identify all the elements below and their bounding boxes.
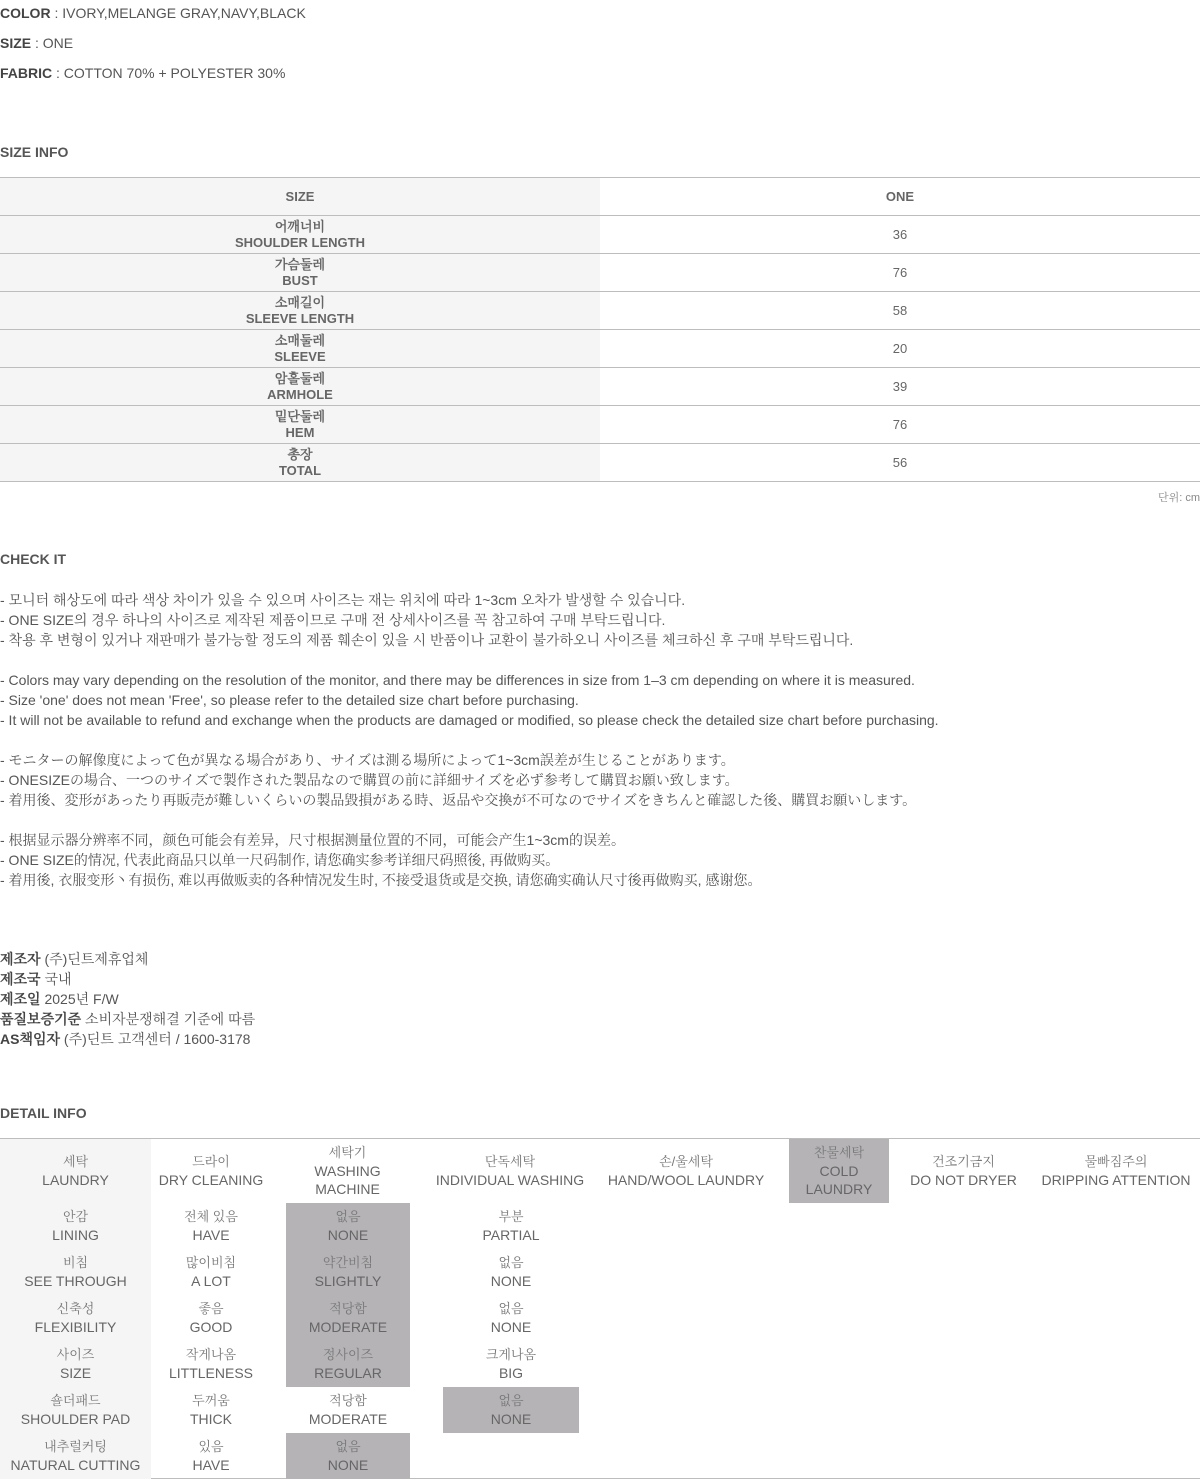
attribute-option-en: NONE [490,1319,532,1335]
check-note-ko: - 착용 후 변형이 있거나 재판매가 불가능할 정도의 제품 훼손이 있을 시 반품이나 교환이 불가하오니 사이즈를 체크하신 후 구매 부탁드립니다. [0,632,854,648]
attribute-option-en: REGULAR [314,1365,382,1381]
attribute-option-ko: 많이비침 [185,1255,237,1270]
size-row-label-en: ARMHOLE [267,386,333,402]
laundry-option-ko: 단독세탁 [484,1154,536,1169]
attribute-option-ko: 작게나옴 [185,1347,237,1362]
attribute-option-ko: 없음 [498,1301,524,1316]
attribute-option [151,1249,271,1295]
attribute-option-en: NONE [327,1457,369,1473]
laundry-option-ko: 세탁기 [328,1145,367,1160]
check-note-zh: - 着用後, 衣服变形丶有损伤, 难以再做贩卖的各种情况发生时, 不接受退货或是交换, 请您确实确认尺寸後再做购买, 感谢您。 [0,872,762,888]
check-note-ja: - 着用後、変形があったり再販売が難しいくらいの製品毀損がある時、返品や交換が不可なのでサイズをきちんと確認した後、購買お願いします。 [0,792,917,808]
maker-info-value: 2025년 F/W [40,991,119,1007]
check-note-zh: - 根据显示器分辨率不同，颜色可能会有差异，尺寸根据测量位置的不同，可能会产生1~3cm的误差。 [0,832,625,848]
spec-size-label: SIZE [0,35,32,51]
attribute-label [0,1433,151,1479]
size-row-value: 58 [600,292,1200,330]
attribute-option-ko: 좋음 [198,1301,224,1316]
size-row-value: 36 [600,216,1200,254]
check-it-heading: CHECK IT [0,551,67,567]
size-row-label-ko: 총장 [287,446,313,462]
attribute-option [286,1433,410,1479]
laundry-option [434,1139,586,1203]
attribute-option-en: LITTLENESS [168,1365,254,1381]
size-table-header-value: ONE [600,178,1200,216]
laundry-option [281,1139,414,1203]
attribute-label-en: NATURAL CUTTING [10,1457,141,1473]
maker-info-value: 소비자분쟁해결 기준에 따름 [81,1011,256,1027]
size-row-label-ko: 소매둘레 [274,332,326,348]
spec-color-value: : IVORY,MELANGE GRAY,NAVY,BLACK [50,5,306,21]
laundry-label-en: LAUNDRY [42,1172,109,1188]
attribute-option-ko: 약간비침 [322,1255,374,1270]
attribute-option-ko: 적당함 [329,1393,367,1408]
attribute-option-en: A LOT [191,1273,231,1289]
size-row-label-ko: 소매길이 [274,294,326,310]
attribute-option-ko: 정사이즈 [322,1347,374,1362]
laundry-option-en: WASHING MACHINE [314,1163,381,1197]
maker-info-value: (주)딘트제휴업체 [40,951,149,967]
attribute-label-en: SHOULDER PAD [20,1411,131,1427]
size-row-label-en: TOTAL [278,462,322,478]
check-note-en: - Colors may vary depending on the resolution of the monitor, and there may be differences in size from 1–3 cm depending on where it is measured. [0,672,915,688]
size-row-label-ko: 가슴둘레 [274,256,326,272]
check-note-en: - Size 'one' does not mean 'Free', so please refer to the detailed size chart before purchasing. [0,692,579,708]
laundry-option-en: COLD LAUNDRY [805,1163,873,1197]
attribute-label-ko: 비침 [62,1255,89,1270]
size-row-label-ko: 어깨너비 [274,218,326,234]
attribute-option-en: THICK [190,1411,232,1427]
laundry-option-en: INDIVIDUAL WASHING [435,1172,585,1188]
maker-info-label: 제조국 [0,971,41,987]
laundry-label-ko: 세탁 [62,1154,89,1169]
spec-fabric-label: FABRIC [0,65,53,81]
attribute-option [151,1295,271,1341]
attribute-option-ko: 있음 [198,1439,224,1454]
attribute-label [0,1203,151,1249]
attribute-label-en: SEE THROUGH [24,1273,127,1289]
detail-info-heading: DETAIL INFO [0,1105,87,1121]
laundry-option-ko: 찬물세탁 [813,1145,865,1160]
attribute-option-en: NONE [327,1227,369,1243]
check-note-zh: - ONE SIZE的情况, 代表此商品只以单一尺码制作, 请您确实参考详细尺码照後, 再做购买。 [0,852,560,868]
size-unit: 단위: cm [1157,492,1200,504]
attribute-label-en: SIZE [59,1365,92,1381]
spec-color-label: COLOR [0,5,51,21]
attribute-option-en: GOOD [189,1319,233,1335]
attribute-option-en: NONE [490,1273,532,1289]
size-info-heading: SIZE INFO [0,144,69,160]
laundry-option [596,1139,776,1203]
size-row-value: 56 [600,444,1200,482]
attribute-option [286,1341,410,1387]
size-row-label-en: SLEEVE [274,348,326,364]
attribute-label-ko: 내추럴커팅 [44,1439,107,1454]
attribute-label-en: LINING [52,1227,99,1243]
attribute-option-ko: 전체 있음 [184,1209,238,1224]
size-row-label-en: HEM [285,424,315,440]
laundry-option [789,1139,889,1203]
attribute-option [286,1249,410,1295]
attribute-option-en: MODERATE [308,1319,388,1335]
attribute-option [443,1295,579,1341]
attribute-option-ko: 없음 [498,1393,524,1408]
attribute-option-en: BIG [498,1365,524,1381]
size-row-value: 76 [600,254,1200,292]
laundry-option-ko: 건조기금지 [932,1154,995,1169]
laundry-option-ko: 물빠짐주의 [1084,1154,1148,1169]
attribute-option-ko: 없음 [335,1209,361,1224]
maker-info-label: 제조일 [0,991,41,1007]
attribute-option-en: PARTIAL [482,1227,540,1243]
attribute-option [286,1203,410,1249]
laundry-option [900,1139,1027,1203]
attribute-option-ko: 부분 [498,1209,524,1224]
attribute-label-ko: 안감 [62,1209,89,1224]
attribute-option-ko: 크게나옴 [485,1347,537,1362]
attribute-label [0,1295,151,1341]
attribute-label-ko: 사이즈 [56,1347,95,1362]
laundry-option [1032,1139,1200,1203]
size-row-value: 20 [600,330,1200,368]
attribute-option-ko: 두꺼움 [192,1393,230,1408]
maker-info-label: 제조자 [0,951,41,967]
size-row-label-ko: 암홀둘레 [274,370,326,386]
attribute-option [443,1203,579,1249]
check-note-ja: - ONESIZEの場合、一つのサイズで製作された製品なので購買の前に詳細サイズを必ず参考して購買お願い致します。 [0,772,739,788]
attribute-label-ko: 신축성 [56,1301,95,1316]
laundry-option [151,1139,271,1203]
size-row-value: 39 [600,368,1200,406]
attribute-option-en: NONE [490,1411,532,1427]
laundry-option-ko: 드라이 [192,1154,230,1169]
size-row-label-en: BUST [282,272,318,288]
attribute-label-ko: 숄더패드 [50,1393,101,1408]
attribute-option [151,1203,271,1249]
attribute-option [286,1387,410,1433]
check-note-ko: - 모니터 해상도에 따라 색상 차이가 있을 수 있으며 사이즈는 재는 위치에 따라 1~3cm 오차가 발생할 수 있습니다. [0,592,686,608]
attribute-option [286,1295,410,1341]
attribute-option [151,1433,271,1479]
attribute-option-en: MODERATE [308,1411,388,1427]
attribute-option-en: HAVE [192,1457,230,1473]
size-row-value: 76 [600,406,1200,444]
size-row-label-en: SLEEVE LENGTH [245,310,355,326]
laundry-option-en: DRIPPING ATTENTION [1041,1172,1191,1188]
laundry-option-en: DRY CLEANING [158,1172,264,1188]
attribute-label [0,1387,151,1433]
attribute-label [0,1249,151,1295]
attribute-option-ko: 없음 [498,1255,524,1270]
check-note-en: - It will not be available to refund and exchange when the products are damaged or modified, so please check the detailed size chart before purchasing. [0,712,939,728]
spec-size-value: : ONE [31,35,74,51]
attribute-label [0,1341,151,1387]
laundry-option-en: DO NOT DRYER [910,1172,1017,1188]
size-table-header-label: SIZE [0,178,600,216]
laundry-option-en: HAND/WOOL LAUNDRY [607,1172,765,1188]
check-note-ja: - モニターの解像度によって色が異なる場合があり、サイズは測る場所によって1~3cm誤差が生じることがあります。 [0,752,735,768]
maker-info-value: (주)딘트 고객센터 / 1600-3178 [60,1031,251,1047]
attribute-label-en: FLEXIBILITY [34,1319,117,1335]
laundry-option-ko: 손/울세탁 [659,1154,713,1169]
attribute-option [443,1387,579,1433]
attribute-option [151,1341,271,1387]
maker-info-label: 품질보증기준 [0,1011,82,1027]
attribute-option-ko: 적당함 [329,1301,367,1316]
attribute-option [443,1249,579,1295]
laundry-label [0,1139,151,1203]
size-row-label-ko: 밑단둘레 [274,408,326,424]
maker-info-label: AS책임자 [0,1031,61,1047]
attribute-option-ko: 없음 [335,1439,361,1454]
spec-fabric-value: : COTTON 70% + POLYESTER 30% [52,65,286,81]
attribute-option-en: HAVE [192,1227,230,1243]
maker-info-value: 국내 [40,971,72,987]
attribute-option-en: SLIGHTLY [314,1273,382,1289]
check-note-ko: - ONE SIZE의 경우 하나의 사이즈로 제작된 제품이므로 구매 전 상세사이즈를 꼭 참고하여 구매 부탁드립니다. [0,612,666,628]
attribute-option [443,1341,579,1387]
size-row-label-en: SHOULDER LENGTH [235,234,365,250]
attribute-option [151,1387,271,1433]
